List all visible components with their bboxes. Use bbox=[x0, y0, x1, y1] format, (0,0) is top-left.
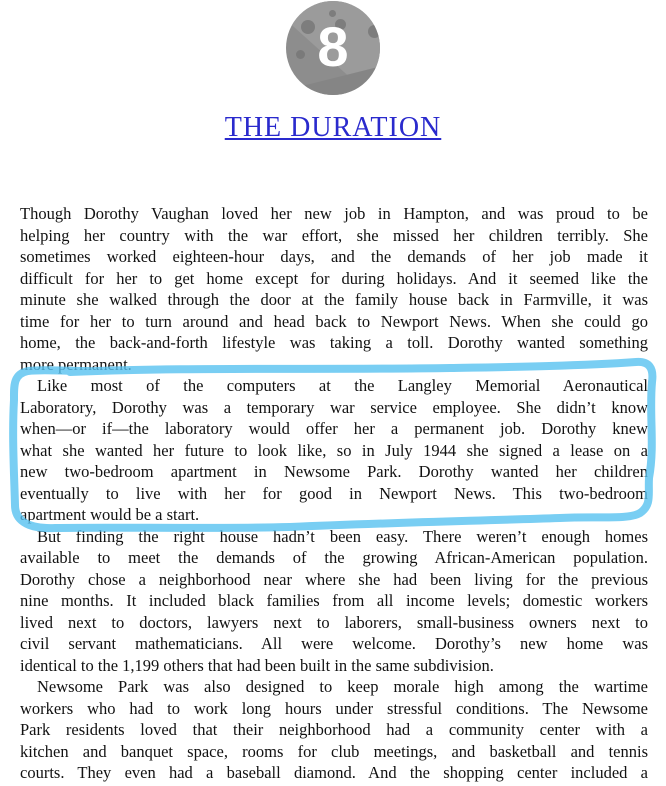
chapter-number: 8 bbox=[317, 15, 349, 78]
text-line: more permanent. bbox=[20, 354, 132, 374]
chapter-title-block bbox=[0, 112, 666, 144]
text-line: lived next to doctors, lawyers next to laborers, small-business owners next to bbox=[20, 612, 648, 632]
text-line: home, the back-and-forth lifestyle was taking a toll. Dorothy wanted something bbox=[20, 333, 648, 352]
moon-icon bbox=[286, 1, 380, 95]
text-line: workers who had to work long hours under stressful conditions. The Newsome bbox=[20, 698, 648, 718]
text-line: sometimes worked eighteen-hour days, and the demands of her job made it bbox=[20, 247, 648, 266]
text-line: civil servant mathematicians. All were welcome. Dorothy’s new home was bbox=[20, 634, 648, 653]
text-line: eventually to live with her for good in Newport News. This two-bedroom bbox=[20, 483, 648, 503]
chapter-title-link[interactable]: THE DURATION bbox=[224, 112, 442, 143]
text-line: nine months. It included black families from all income levels; domestic workers bbox=[20, 591, 648, 610]
text-line: difficult for her to get home except for during holidays. And it seemed like the bbox=[20, 268, 648, 288]
text-line: what she wanted her future to look like, so in July 1944 she signed a lease on a bbox=[20, 440, 648, 460]
text-line: Like most of the computers at the Langley Memorial Aeronautical bbox=[37, 376, 648, 395]
text-line: But finding the right house hadn’t been easy. There weren’t enough homes bbox=[37, 526, 648, 546]
text-line: Laboratory, Dorothy was a temporary war service employee. She didn’t know bbox=[20, 397, 648, 417]
text-line: time for her to turn around and head back to Newport News. When she could go bbox=[20, 311, 648, 331]
text-line: Dorothy chose a neighborhood near where she had been living for the previous bbox=[20, 569, 648, 589]
text-line: apartment would be a start. bbox=[20, 505, 200, 524]
text-line: courts. They even had a baseball diamond. And the shopping center included a bbox=[20, 763, 648, 782]
text-line: Though Dorothy Vaughan loved her new job in Hampton, and was proud to be bbox=[20, 204, 648, 223]
text-line: minute she walked through the door at the family house back in Farmville, it was bbox=[20, 290, 648, 309]
text-line: available to meet the demands of the growing African-American population. bbox=[20, 548, 648, 567]
text-line: when—or if—the laboratory would offer her a permanent job. Dorothy knew bbox=[20, 419, 648, 438]
text-line: helping her country with the war effort, she missed her children terribly. She bbox=[20, 225, 648, 245]
text-line: kitchen and banquet space, rooms for club meetings, and basketball and tennis bbox=[20, 741, 648, 761]
article bbox=[20, 203, 648, 784]
text-line: Newsome Park was also designed to keep morale high among the wartime bbox=[37, 677, 648, 696]
text-line: Park residents loved that their neighborhood had a community center with a bbox=[20, 720, 648, 739]
text-line: new two-bedroom apartment in Newsome Park. Dorothy wanted her children bbox=[20, 462, 648, 481]
text-line: identical to the 1,199 others that had been built in the same subdivision. bbox=[20, 655, 494, 675]
